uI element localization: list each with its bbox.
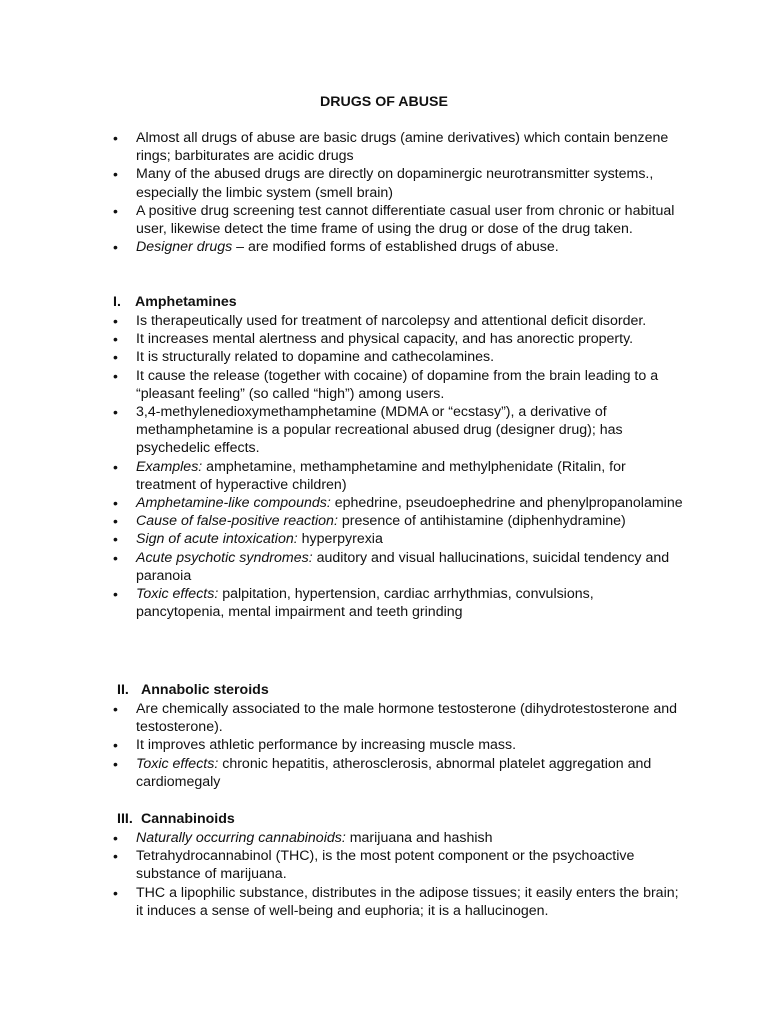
item-text: It improves athletic performance by increasing muscle mass.: [136, 737, 517, 754]
item-lead: Sign of acute intoxication:: [136, 531, 298, 548]
item-text: It cause the release (together with cocaine) of dopamine from the brain leading to a “pleasant feeling” (so called “high”) among users.: [136, 367, 659, 402]
section-title: Annabolic steroids: [141, 682, 269, 698]
list-item: [113, 330, 683, 348]
item-text: It is structurally related to dopamine and cathecolamines.: [136, 349, 495, 366]
section-list: [113, 700, 683, 791]
section-heading: [117, 810, 235, 828]
list-item: [113, 755, 683, 791]
item-text: THC a lipophilic substance, distributes in the adipose tissues; it easily enters the brain; it induces a sense of well-being and euphoria; it is a hallucinogen.: [136, 884, 679, 919]
list-item: [113, 458, 683, 494]
item-text: Almost all drugs of abuse are basic drugs (amine derivatives) which contain benzene rings; barbiturates are acidic drugs: [136, 130, 669, 165]
item-text: 3,4-methylenedioxymethamphetamine (MDMA or “ecstasy”), a derivative of methamphetamine is a popular recreational abused drug (designer drug); has psychedelic effects.: [136, 404, 623, 457]
list-item: [113, 512, 683, 530]
item-text: Is therapeutically used for treatment of narcolepsy and attentional deficit disorder.: [136, 313, 647, 329]
item-lead: Toxic effects:: [136, 586, 219, 603]
section-number: I.: [113, 294, 121, 310]
item-text: Tetrahydrocannabinol (THC), is the most potent component or the psychoactive substance of marijuana.: [136, 848, 635, 883]
item-text: palpitation, hypertension, cardiac arrhythmias, convulsions, pancytopenia, mental impairment and teeth grinding: [136, 586, 594, 621]
item-text: chronic hepatitis, atherosclerosis, abnormal platelet aggregation and cardiomegaly: [136, 755, 652, 790]
section-list: [113, 829, 683, 920]
list-item: [113, 238, 683, 256]
section-list: [113, 312, 683, 621]
list-item: [113, 494, 683, 512]
section-title: Amphetamines: [135, 294, 237, 310]
list-item: [113, 884, 683, 920]
intro-list: [113, 129, 683, 256]
list-item: [113, 847, 683, 883]
item-lead: Examples:: [136, 458, 203, 475]
list-item: [113, 165, 683, 201]
item-text: auditory and visual hallucinations, suicidal tendency and paranoia: [136, 549, 670, 584]
item-text: It increases mental alertness and physical capacity, and has anorectic property.: [136, 331, 634, 348]
document-title: DRUGS OF ABUSE: [320, 94, 448, 110]
item-lead: Toxic effects:: [136, 755, 219, 772]
list-item: [113, 348, 683, 366]
item-text: amphetamine, methamphetamine and methylphenidate (Ritalin, for treatment of hyperactive children): [136, 458, 626, 493]
list-item: [113, 312, 683, 330]
list-item: [113, 367, 683, 403]
item-text: ephedrine, pseudoephedrine and phenylpropanolamine: [330, 495, 683, 512]
item-text: Many of the abused drugs are directly on dopaminergic neurotransmitter systems., especially the limbic system (smell brain): [136, 166, 654, 201]
item-text: A positive drug screening test cannot differentiate casual user from chronic or habitual user, likewise detect the time frame of using the drug or dose of the drug taken.: [136, 202, 675, 238]
item-lead: Naturally occurring cannabinoids:: [136, 830, 346, 846]
item-text: marijuana and hashish: [345, 830, 493, 846]
item-lead: Cause of false-positive reaction:: [136, 513, 338, 530]
section-number: III.: [117, 811, 133, 827]
item-text: hyperpyrexia: [297, 531, 383, 548]
section-title: Cannabinoids: [141, 811, 235, 827]
list-item: [113, 403, 683, 458]
list-item: [113, 736, 683, 754]
list-item: [113, 129, 683, 165]
item-text: Are chemically associated to the male hormone testosterone (dihydrotestosterone and testosterone).: [136, 701, 677, 736]
list-item: [113, 202, 683, 238]
item-text: presence of antihistamine (diphenhydramine): [337, 513, 626, 530]
item-lead: Designer drugs: [136, 239, 233, 256]
list-item: [113, 585, 683, 621]
item-text: – are modified forms of established drugs of abuse.: [232, 239, 559, 256]
section-heading: [113, 293, 237, 311]
section-number: II.: [117, 682, 129, 698]
section-heading: [117, 681, 269, 699]
item-lead: Amphetamine-like compounds:: [136, 495, 331, 512]
list-item: [113, 549, 683, 585]
list-item: [113, 530, 683, 548]
list-item: [113, 700, 683, 736]
list-item: [113, 829, 683, 847]
item-lead: Acute psychotic syndromes:: [136, 549, 313, 566]
